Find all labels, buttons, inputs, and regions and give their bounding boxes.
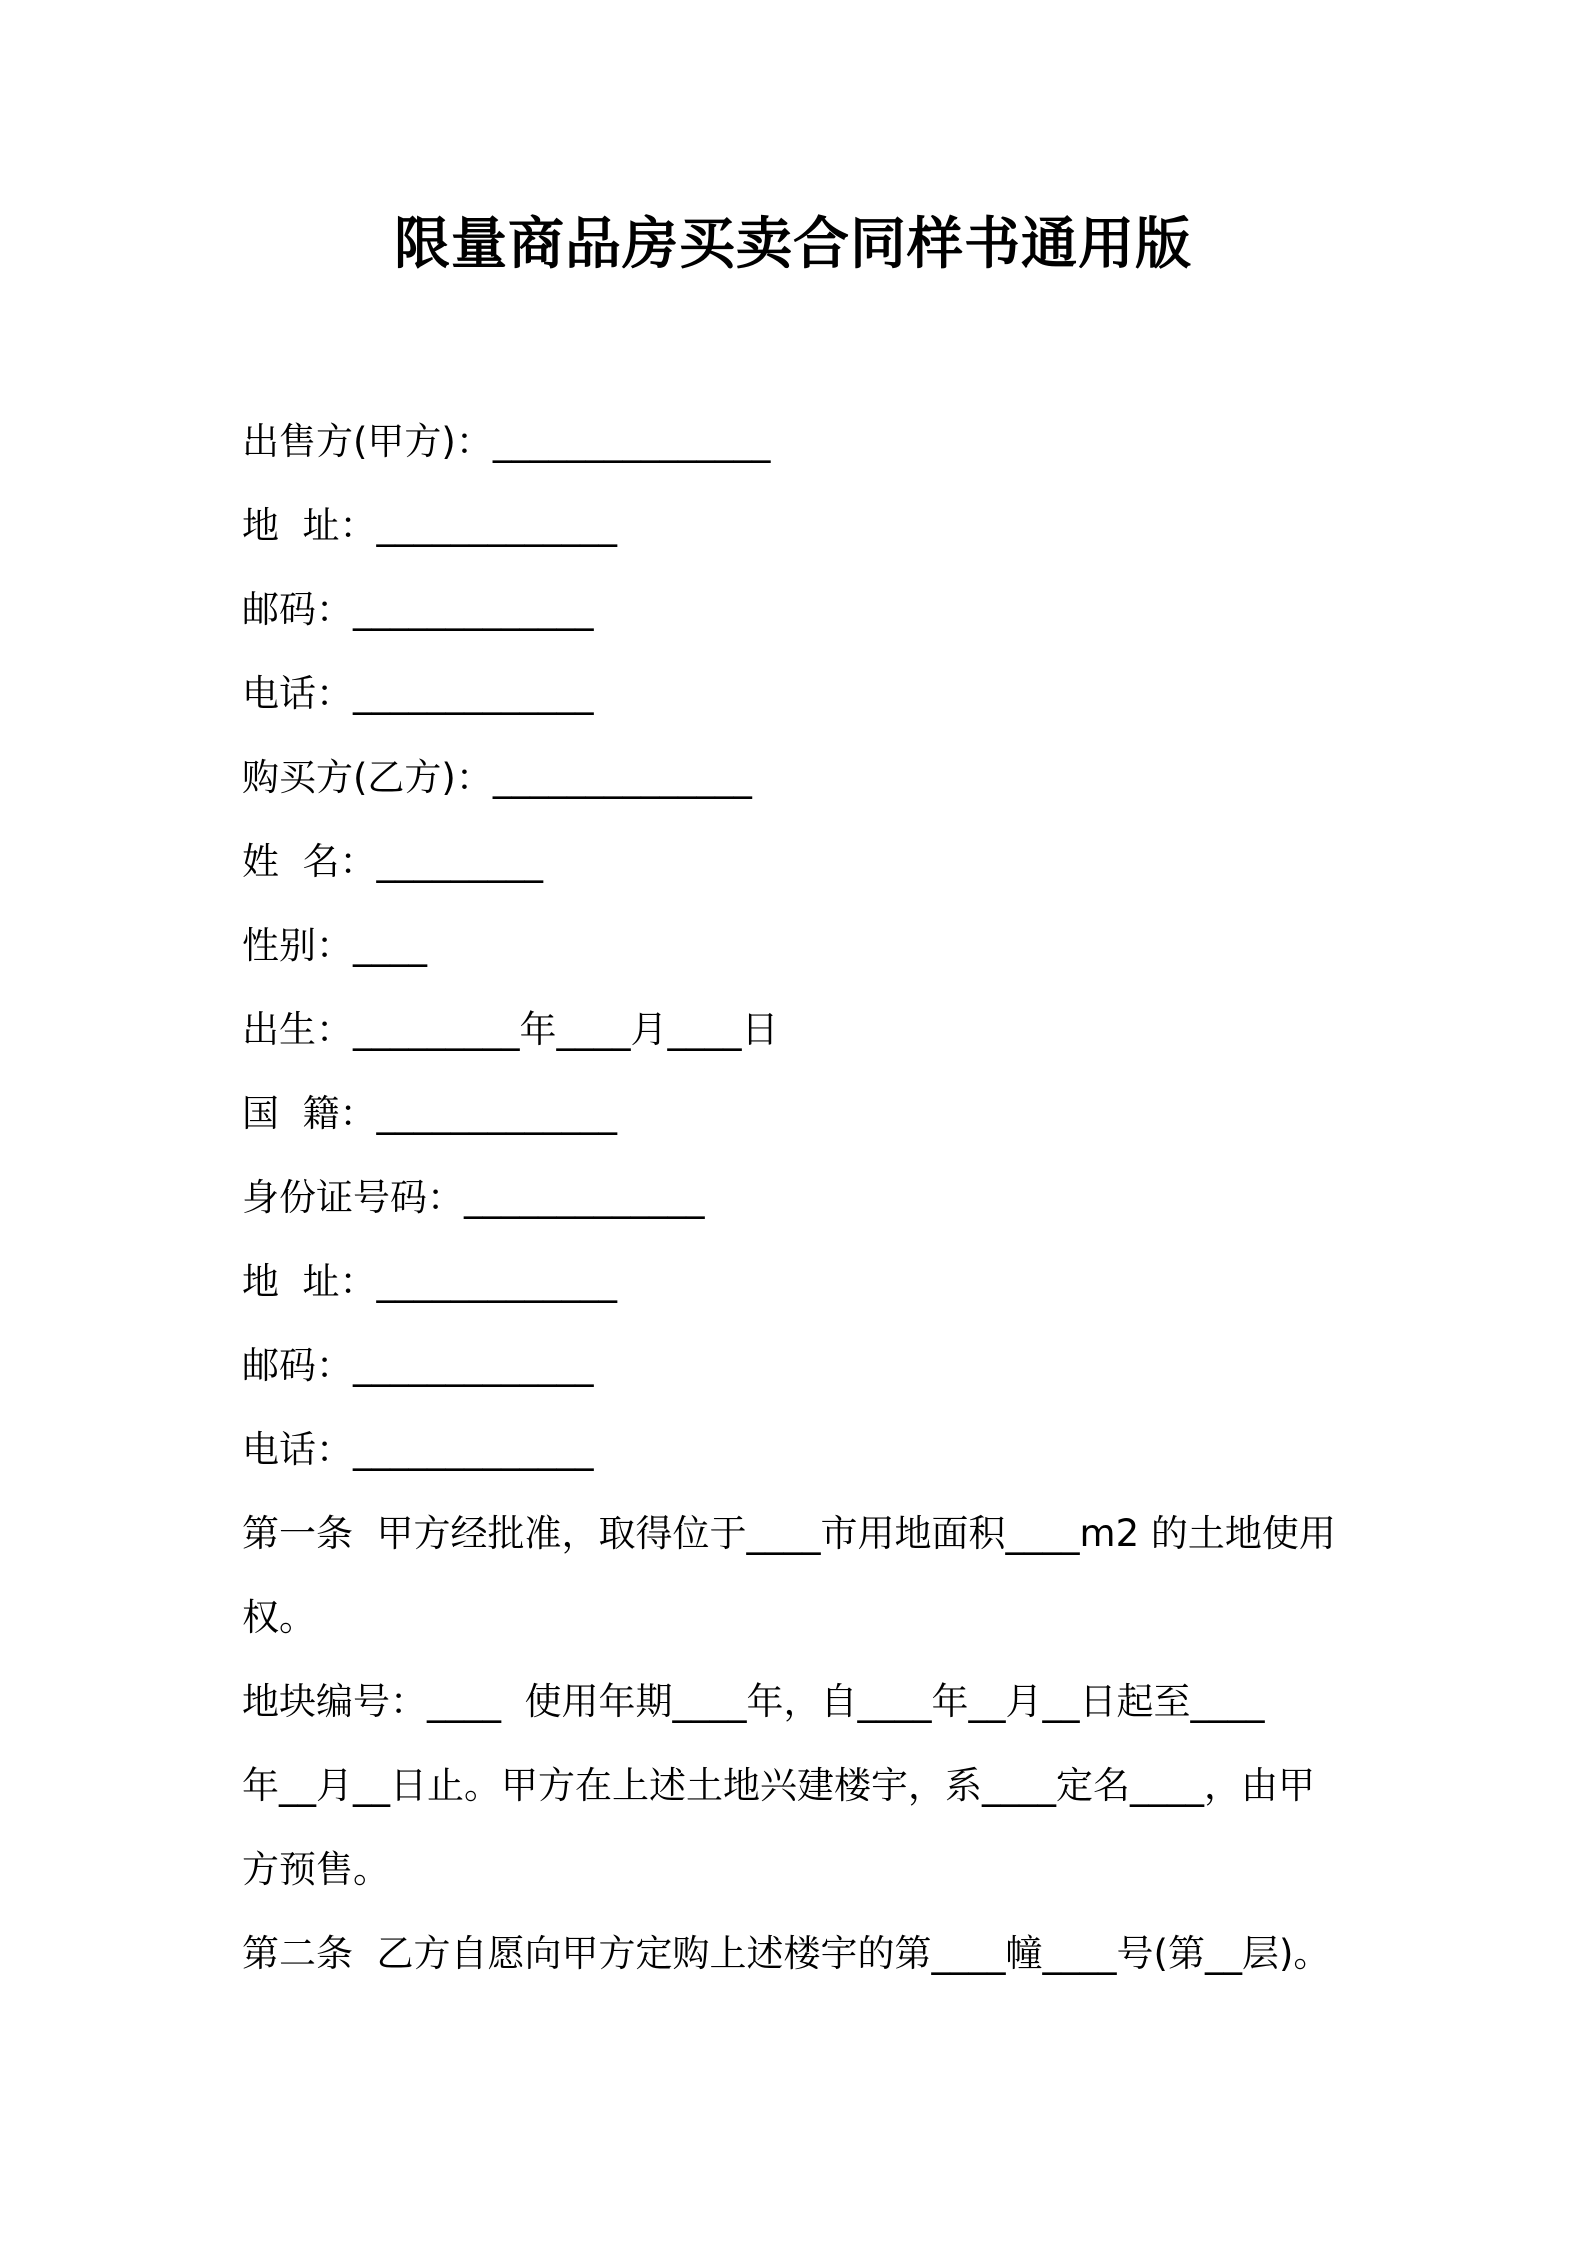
seller-line: 出售方(甲方)：_______________	[242, 420, 771, 463]
buyer-gender-line: 性别：____	[242, 924, 427, 967]
article-1-line-2: 权。	[242, 1596, 316, 1639]
document-title: 限量商品房买卖合同样书通用版	[394, 212, 1192, 277]
article-1-line-1: 第一条 甲方经批准，取得位于____市用地面积____m2 的土地使用	[242, 1512, 1336, 1555]
document-body	[242, 400, 1362, 1996]
buyer-postcode-line: 邮码：_____________	[242, 1344, 594, 1387]
buyer-line: 购买方(乙方)：______________	[242, 756, 752, 799]
buyer-id-line: 身份证号码：_____________	[242, 1176, 705, 1219]
plot-info-line-1: 地块编号：____ 使用年期____年，自____年__月__日起至____	[242, 1680, 1265, 1723]
plot-info-line-3: 方预售。	[242, 1848, 390, 1891]
buyer-name-line: 姓 名：_________	[242, 840, 544, 883]
seller-phone-line: 电话：_____________	[242, 672, 594, 715]
buyer-phone-line: 电话：_____________	[242, 1428, 594, 1471]
article-2-line-1: 第二条 乙方自愿向甲方定购上述楼宇的第____幢____号(第__层)。	[242, 1932, 1331, 1975]
plot-info-line-2: 年__月__日止。甲方在上述土地兴建楼宇，系____定名____，由甲	[242, 1764, 1315, 1807]
buyer-birth-line: 出生：_________年____月____日	[242, 1008, 779, 1051]
seller-address-line: 地 址：_____________	[242, 504, 618, 547]
buyer-nationality-line: 国 籍：_____________	[242, 1092, 618, 1135]
buyer-address-line: 地 址：_____________	[242, 1260, 618, 1303]
seller-postcode-line: 邮码：_____________	[242, 588, 594, 631]
